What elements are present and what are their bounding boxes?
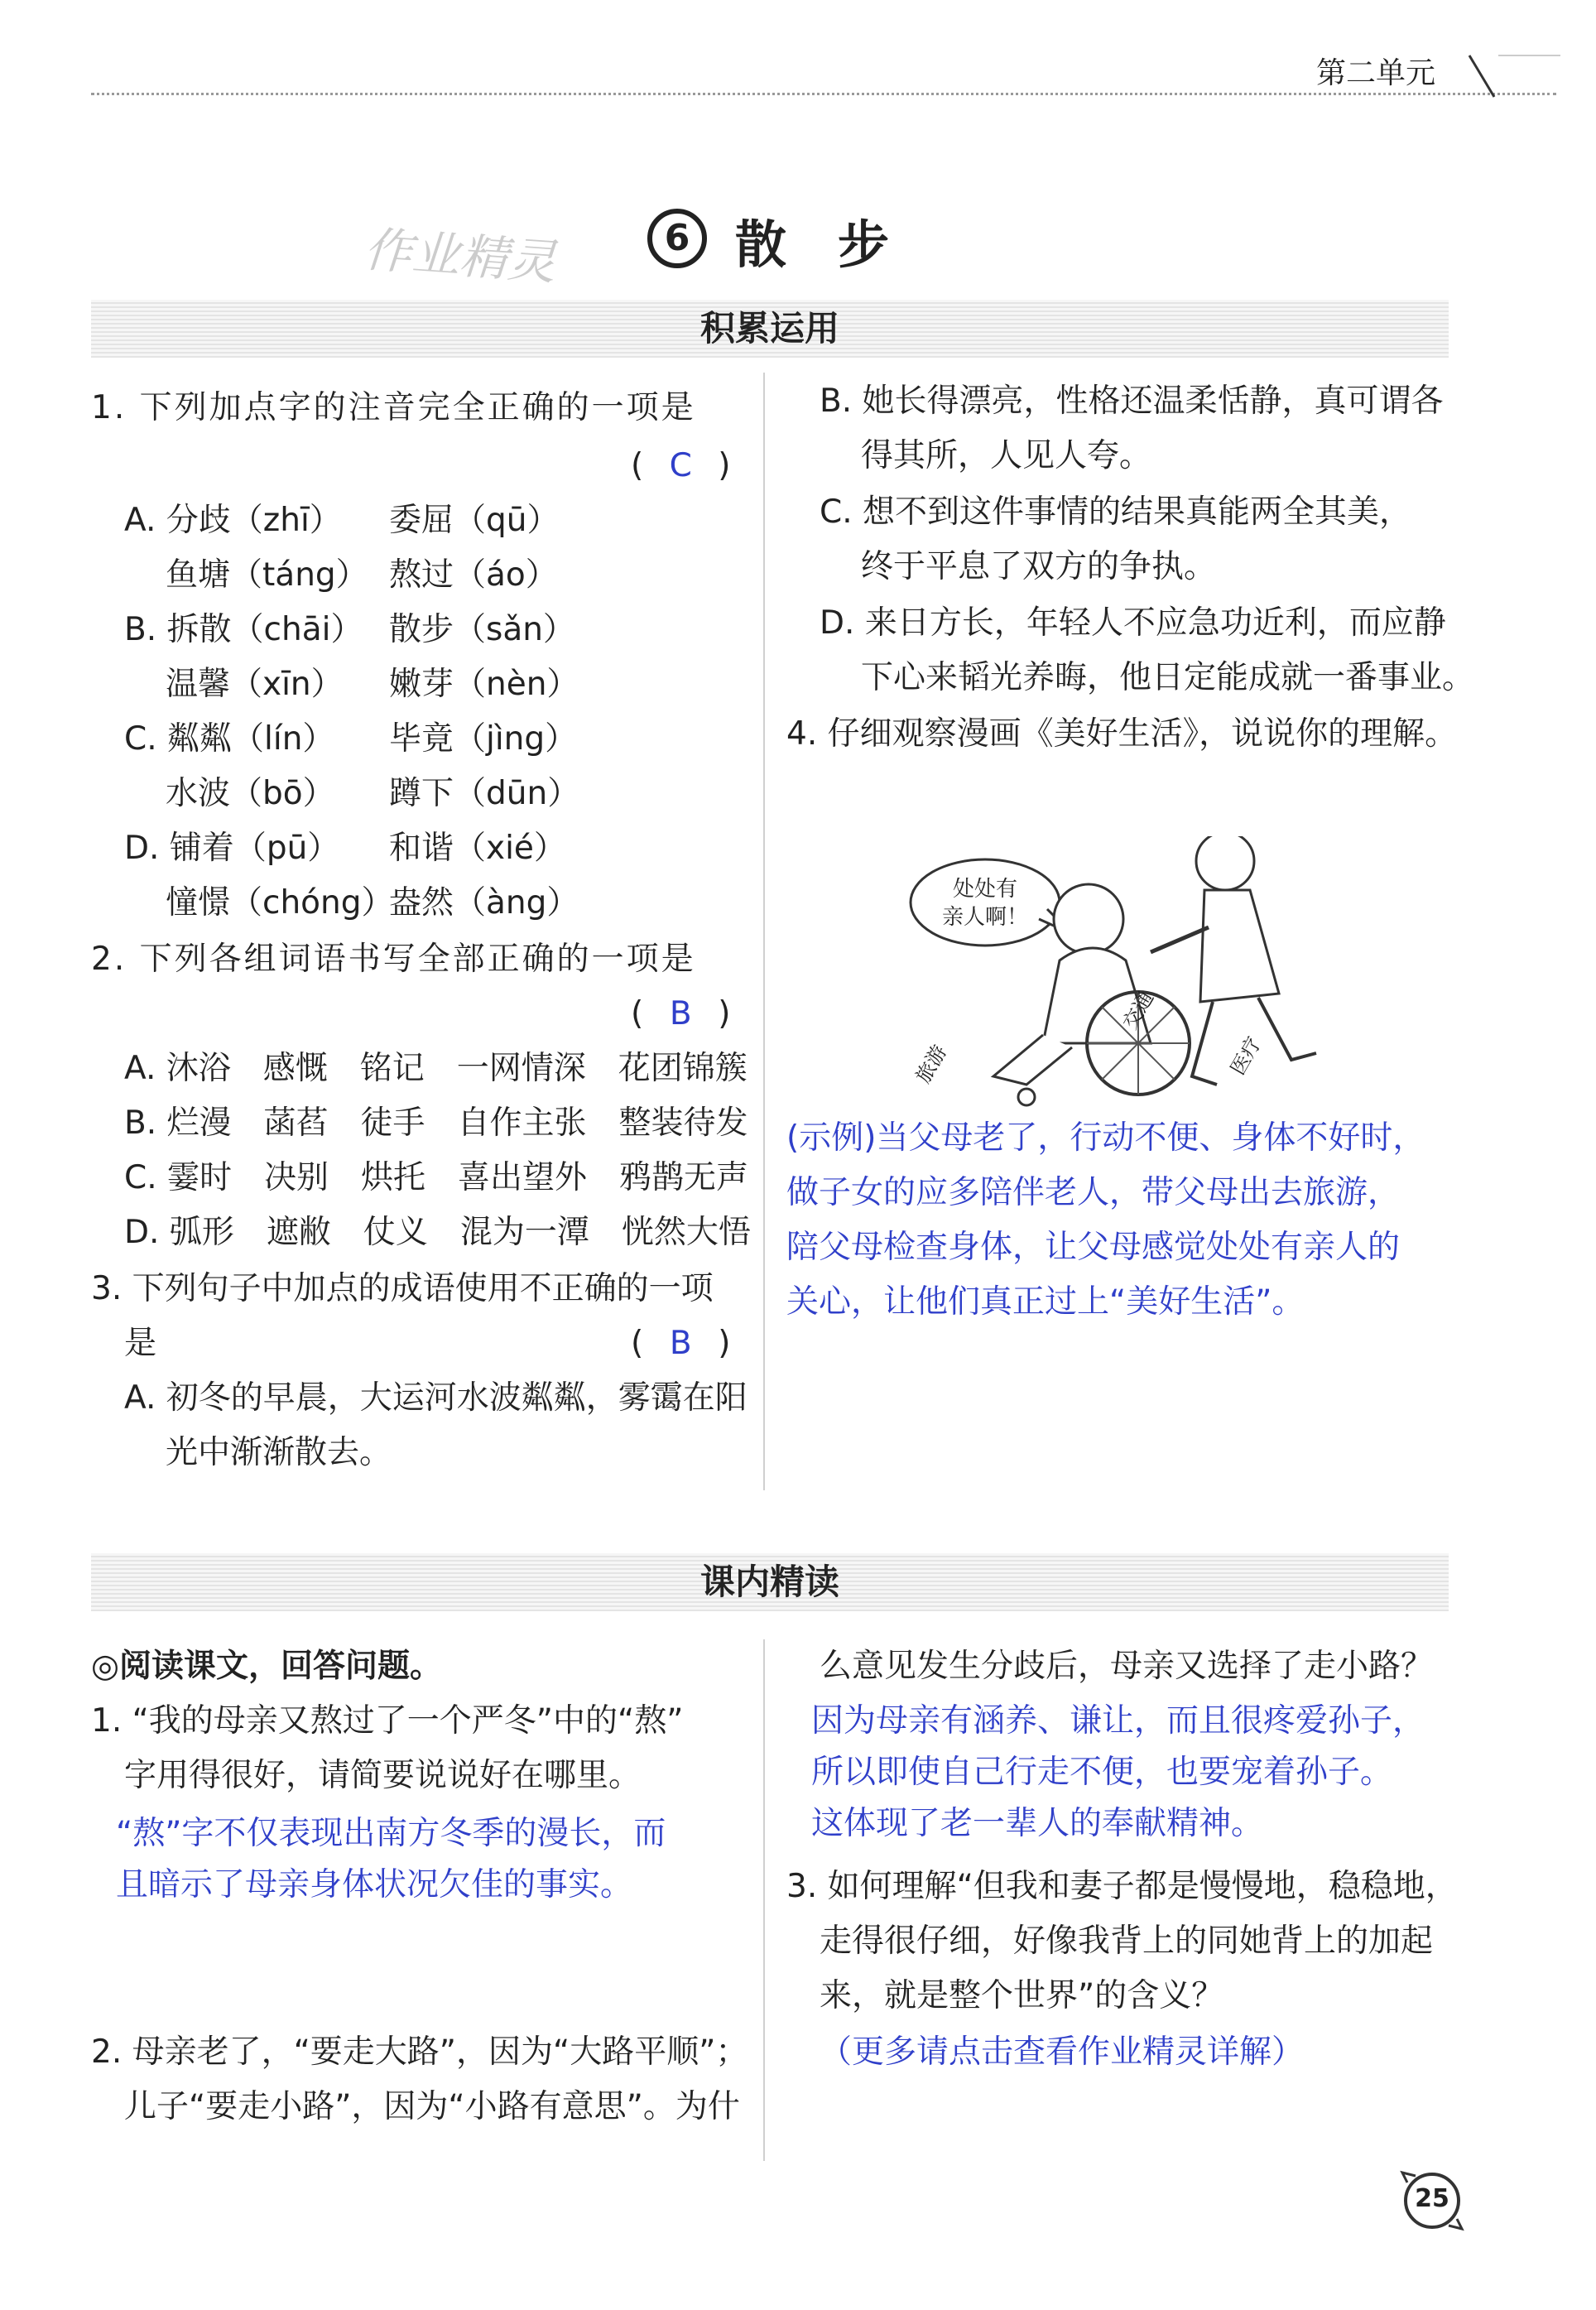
page-number: 25 [1415, 2184, 1449, 2213]
header-rule [91, 93, 1556, 95]
r3-stem-cont-2: 来，就是整个世界”的含义？ [820, 1977, 1224, 2014]
tag-traffic: 交通 [1118, 987, 1159, 1033]
lesson-number-badge [647, 209, 707, 268]
q3-stem: 3. 下列句子中加点的成语使用不正确的一项 [91, 1270, 714, 1307]
r3-more-link[interactable]: （更多请点击查看作业精灵详解） [820, 2033, 1305, 2071]
q1-option: A. 分歧（zhī） [124, 502, 342, 539]
r3-stem-cont: 走得很仔细，好像我背上的同她背上的加起 [820, 1923, 1434, 1960]
q2-answer: B [669, 995, 692, 1032]
q3-option-b-cont: 得其所，人见人夸。 [861, 437, 1152, 474]
q1-option: D. 铺着（pū） [124, 830, 340, 867]
q2-stem: 2. 下列各组词语书写全部正确的一项是 [91, 941, 696, 978]
section-header-practice: 积累运用 [91, 300, 1449, 358]
r2-stem-cont-2: 么意见发生分歧后，母亲又选择了走小路？ [820, 1648, 1434, 1685]
header-slash-icon [1465, 51, 1565, 101]
bubble-line-1: 处处有 [952, 877, 1018, 902]
q4-stem: 4. 仔细观察漫画《美好生活》，说说你的理解。 [786, 715, 1458, 753]
q1-option: 水波（bō） [166, 775, 335, 812]
q1-option: 嫩芽（nèn） [389, 666, 579, 703]
q4-answer-line: 关心，让他们真正过上“美好生活”。 [786, 1283, 1305, 1321]
r2-answer-line: 因为母亲有涵养、谦让，而且很疼爱孙子， [811, 1702, 1425, 1740]
tag-medical: 医疗 [1225, 1032, 1267, 1079]
q1-answer: C [669, 447, 692, 484]
watermark: 作业精灵 [362, 220, 558, 291]
cartoon-illustration [902, 836, 1333, 1109]
q2-option: A. 沐浴 感慨 铭记 一网情深 花团锦簇 [124, 1050, 748, 1087]
column-divider [763, 373, 765, 1490]
q3-option-c-cont: 终于平息了双方的争执。 [861, 548, 1217, 585]
q1-answer-box: ( C ) [631, 447, 731, 484]
q4-answer-line: 做子女的应多陪伴老人，带父母出去旅游， [786, 1174, 1401, 1211]
q3-option-a: A. 初冬的早晨，大运河水波粼粼，雾霭在阳 [124, 1379, 748, 1417]
q1-option: C. 粼粼（lín） [124, 720, 335, 758]
q2-option: B. 烂漫 菡萏 徒手 自作主张 整装待发 [124, 1104, 748, 1142]
q2-option: D. 弧形 遮敝 仗义 混为一潭 恍然大悟 [124, 1214, 751, 1251]
section-header-reading: 课内精读 [91, 1553, 1449, 1611]
q1-option: 毕竟（jìng） [389, 720, 578, 758]
q1-option: 散步（sǎn） [389, 611, 575, 648]
r3-stem: 3. 如何理解“但我和妻子都是慢慢地，稳稳地， [786, 1868, 1458, 1905]
r2-answer-line: 这体现了老一辈人的奉献精神。 [811, 1805, 1264, 1842]
r2-stem-cont: 儿子“要走小路”，因为“小路有意思”。为什 [124, 2088, 740, 2125]
q1-stem: 1. 下列加点字的注音完全正确的一项是 [91, 389, 696, 426]
r2-stem: 2. 母亲老了，“要走大路”，因为“大路平顺”； [91, 2033, 748, 2071]
r2-answer-line: 所以即使自己行走不便，也要宠着孙子。 [811, 1754, 1393, 1791]
q2-option: C. 霎时 决别 烘托 喜出望外 鸦鹊无声 [124, 1159, 749, 1196]
lesson-title: 散 步 [735, 214, 890, 275]
q3-option-a-cont: 光中渐渐散去。 [166, 1434, 392, 1471]
young-man-head [1196, 836, 1254, 890]
q3-option-c: C. 想不到这件事情的结果真能两全其美， [820, 493, 1412, 531]
q1-option: 憧憬（chóng） [166, 884, 394, 922]
q1-option: 蹲下（dūn） [389, 775, 580, 812]
bubble-line-2: 亲人啊！ [941, 905, 1029, 930]
reading-instruction: ◎阅读课文，回答问题。 [91, 1648, 443, 1685]
q1-option: 盎然（àng） [389, 884, 579, 922]
q1-option: B. 拆散（chāi） [124, 611, 363, 648]
q1-option: 委屈（qū） [389, 502, 560, 539]
q3-option-b: B. 她长得漂亮，性格还温柔恬静，真可谓各 [820, 383, 1444, 420]
r1-stem: 1. “我的母亲又熬过了一个严冬”中的“熬” [91, 1702, 684, 1740]
q3-option-d-cont: 下心来韬光养晦，他日定能成就一番事业。 [861, 659, 1475, 696]
unit-label: 第二单元 [1316, 56, 1436, 90]
old-man-head [1054, 884, 1123, 954]
q1-option: 温馨（xīn） [166, 666, 344, 703]
r1-answer-line: “熬”字不仅表现出南方冬季的漫长，而 [116, 1815, 666, 1852]
page-number-badge [1397, 2166, 1467, 2235]
q4-answer-line: 陪父母检查身体，让父母感觉处处有亲人的 [786, 1229, 1401, 1266]
q3-answer-box: ( B ) [631, 1325, 731, 1362]
column-divider-2 [763, 1639, 765, 2161]
q1-option: 和谐（xié） [389, 830, 566, 867]
q3-option-d: D. 来日方长，年轻人不应急功近利，而应静 [820, 604, 1446, 642]
q3-stem-cont: 是 [124, 1325, 157, 1362]
q1-option: 熬过（áo） [389, 556, 558, 594]
page-header [0, 0, 1596, 108]
speech-bubble [911, 859, 1060, 946]
r1-answer-line: 且暗示了母亲身体状况欠佳的事实。 [116, 1866, 633, 1903]
r1-stem-cont: 字用得很好，请简要说说好在哪里。 [124, 1757, 642, 1794]
q4-answer-line: (示例)当父母老了，行动不便、身体不好时， [786, 1119, 1425, 1157]
q3-answer: B [669, 1325, 692, 1362]
q1-option: 鱼塘（táng） [166, 556, 368, 594]
lesson-number: 6 [664, 217, 690, 259]
tag-travel: 旅游 [911, 1041, 952, 1087]
q2-answer-box: ( B ) [631, 995, 731, 1032]
